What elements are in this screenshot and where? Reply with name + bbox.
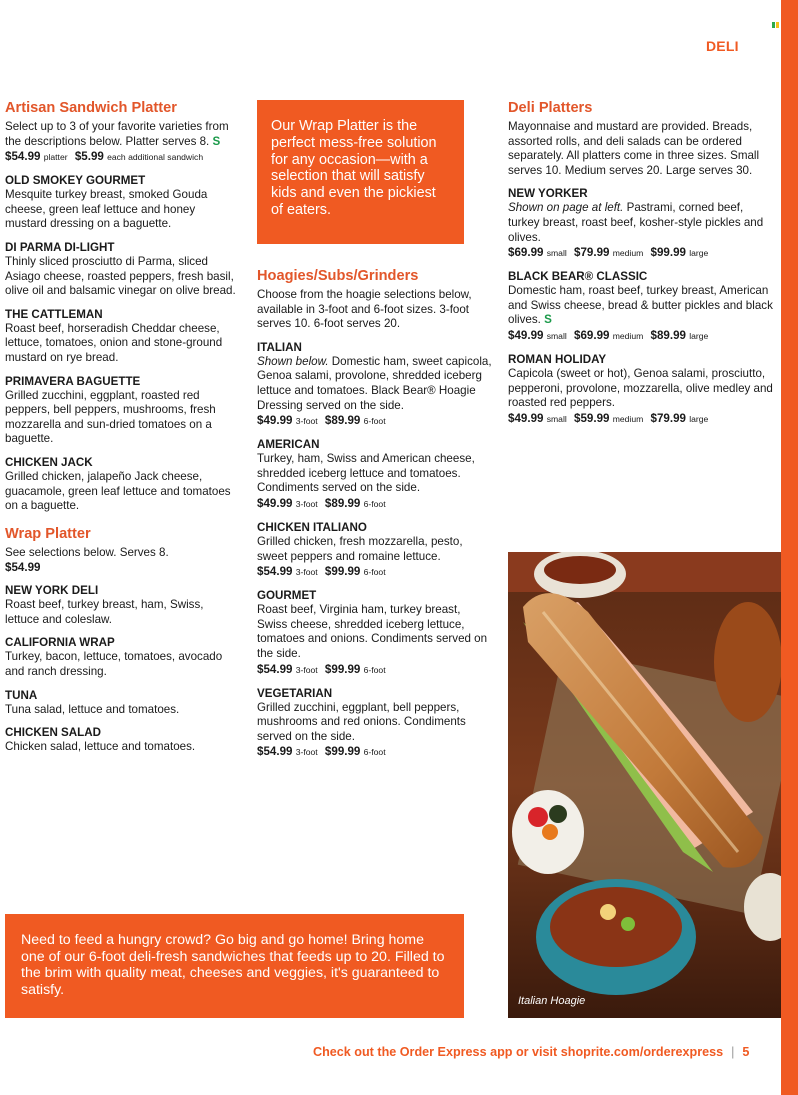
item-desc: Shown below. Domestic ham, sweet capicola, Genoa salami, provolone, shredded iceberg lettuce and tomatoes. Black Bear® Hoagie Dressing served on the side. <box>257 354 492 412</box>
item-price: $69.99 small $79.99 medium $99.99 large <box>508 246 709 260</box>
item-price: $54.99 3-foot $99.99 6-foot <box>257 565 386 579</box>
artisan-title: Artisan Sandwich Platter <box>5 100 177 116</box>
item-name: AMERICAN <box>257 438 320 452</box>
deli-platters-intro: Mayonnaise and mustard are provided. Breads, assorted rolls, and deli salads can be ordered separately. All platters come in three sizes. Small serves 10. Medium serves 20. Large serves 30. <box>508 120 760 177</box>
hoagies-intro: Choose from the hoagie selections below, available in 3-foot and 6-foot sizes. 3-foot serves 10. 6-foot serves 20. <box>257 288 472 331</box>
wrap-platter-intro: See selections below. Serves 8. <box>5 545 169 559</box>
item-name: CHICKEN JACK <box>5 455 93 469</box>
deli-platters-title: Deli Platters <box>508 100 593 116</box>
item-desc: Capicola (sweet or hot), Genoa salami, prosciutto, pepperoni, provolone, mozzarella, olive medley and roasted red peppers. <box>508 366 773 410</box>
item-desc: Thinly sliced prosciutto di Parma, sliced Asiago cheese, roasted peppers, fresh basil, olive oil and balsamic vinegar on olive bread. <box>5 254 236 298</box>
item-desc: Grilled chicken, jalapeño Jack cheese, guacamole, green leaf lettuce and tomatoes on a baguette. <box>5 469 231 513</box>
footer-separator: | <box>731 1045 735 1059</box>
item-desc: Roast beef, Virginia ham, turkey breast, Swiss cheese, shredded iceberg lettuce, tomatoes and onions. Condiments served on the side. <box>257 603 488 660</box>
right-column <box>508 100 776 427</box>
select-badge: S <box>544 313 552 327</box>
item-desc: Tuna salad, lettuce and tomatoes. <box>5 702 180 716</box>
item-name: NEW YORK DELI <box>5 584 99 598</box>
item-name: NEW YORKER <box>508 187 588 201</box>
item-name: TUNA <box>5 688 38 702</box>
item-price: $49.99 3-foot $89.99 6-foot <box>257 496 386 510</box>
item-name: CHICKEN SALAD <box>5 726 101 740</box>
item-desc: Mesquite turkey breast, smoked Gouda cheese, green leaf lettuce and honey mustard dressing on a baguette. <box>5 188 208 231</box>
item-desc: Shown on page at left. Pastrami, corned beef, turkey breast, roast beef, kosher-style pickles and olives. <box>508 201 764 244</box>
item-name: PRIMAVERA BAGUETTE <box>5 374 141 388</box>
footer <box>313 1045 749 1059</box>
crowd-promo-box <box>5 914 464 1018</box>
item-desc: Roast beef, turkey breast, ham, Swiss, lettuce and coleslaw. <box>5 598 204 626</box>
item-desc: Turkey, bacon, lettuce, tomatoes, avocado and ranch dressing. <box>5 650 223 679</box>
select-badge: S <box>212 134 221 148</box>
footer-link-text[interactable]: Check out the Order Express app or visit shoprite.com/orderexpress <box>313 1045 724 1059</box>
item-name: OLD SMOKEY GOURMET <box>5 174 146 188</box>
item-price: $49.99 small $59.99 medium $79.99 large <box>508 411 709 425</box>
item-desc: Roast beef, horseradish Cheddar cheese, lettuce, tomatoes, onion and stone-ground mustard on rye bread. <box>5 321 223 364</box>
hoagies-title: Hoagies/Subs/Grinders <box>257 268 419 284</box>
item-desc: Grilled zucchini, eggplant, roasted red peppers, bell peppers, mushrooms, fresh mozzarella and sun-dried tomatoes on a baguette. <box>5 388 216 446</box>
item-name: VEGETARIAN <box>257 686 333 700</box>
wrap-promo-text: Our Wrap Platter is the perfect mess-free solution for any occasion—with a selection that will satisfy kids and even the pickiest of eaters. <box>271 118 437 218</box>
artisan-price: $54.99 platter $5.99 each additional sandwich <box>5 150 204 164</box>
italian-hoagie-photo <box>508 552 781 1018</box>
item-name: DI PARMA DI-LIGHT <box>5 240 115 254</box>
item-name: ROMAN HOLIDAY <box>508 352 607 366</box>
item-desc: Grilled chicken, fresh mozzarella, pesto, sweet peppers and romaine lettuce. <box>257 534 463 563</box>
item-name: BLACK BEAR® CLASSIC <box>508 270 648 284</box>
middle-column <box>257 268 492 760</box>
item-price: $54.99 3-foot $99.99 6-foot <box>257 662 386 676</box>
item-name: GOURMET <box>257 589 317 603</box>
item-name: THE CATTLEMAN <box>5 307 103 321</box>
wrap-platter-title: Wrap Platter <box>5 525 91 542</box>
artisan-intro: Select up to 3 of your favorite varieties from the descriptions below. Platter serves 8. S <box>5 120 229 148</box>
item-name: ITALIAN <box>257 340 302 354</box>
photo-caption: Italian Hoagie <box>518 995 586 1007</box>
item-price: $49.99 3-foot $89.99 6-foot <box>257 414 386 428</box>
right-edge-strip <box>781 0 798 1095</box>
wrap-promo-box <box>257 100 464 244</box>
item-desc: Domestic ham, roast beef, turkey breast, American and Swiss cheese, bread & butter pickles and black olives. S <box>508 284 773 327</box>
wrap-platter-price: $54.99 <box>5 561 41 575</box>
left-column <box>5 100 240 755</box>
item-name: CALIFORNIA WRAP <box>5 636 115 650</box>
item-desc: Chicken salad, lettuce and tomatoes. <box>5 740 196 754</box>
item-desc: Turkey, ham, Swiss and American cheese, shredded iceberg lettuce and tomatoes. Condiments served on the side. <box>257 452 475 495</box>
item-price: $49.99 small $69.99 medium $89.99 large <box>508 328 709 342</box>
section-tag: DELI <box>706 38 739 54</box>
item-price: $54.99 3-foot $99.99 6-foot <box>257 745 386 759</box>
color-registration-mark <box>772 22 780 28</box>
item-desc: Grilled zucchini, eggplant, bell peppers, mushrooms and red onions. Condiments served on the side. <box>257 700 466 743</box>
item-name: CHICKEN ITALIANO <box>257 520 367 534</box>
crowd-promo-text: Need to feed a hungry crowd? Go big and go home! Bring home one of our 6-foot deli-fresh sandwiches that feeds up to 20. Filled to the brim with quality meat, cheeses and veggies, it's guaranteed to satisfy. <box>21 932 445 998</box>
page-number: 5 <box>742 1045 750 1059</box>
